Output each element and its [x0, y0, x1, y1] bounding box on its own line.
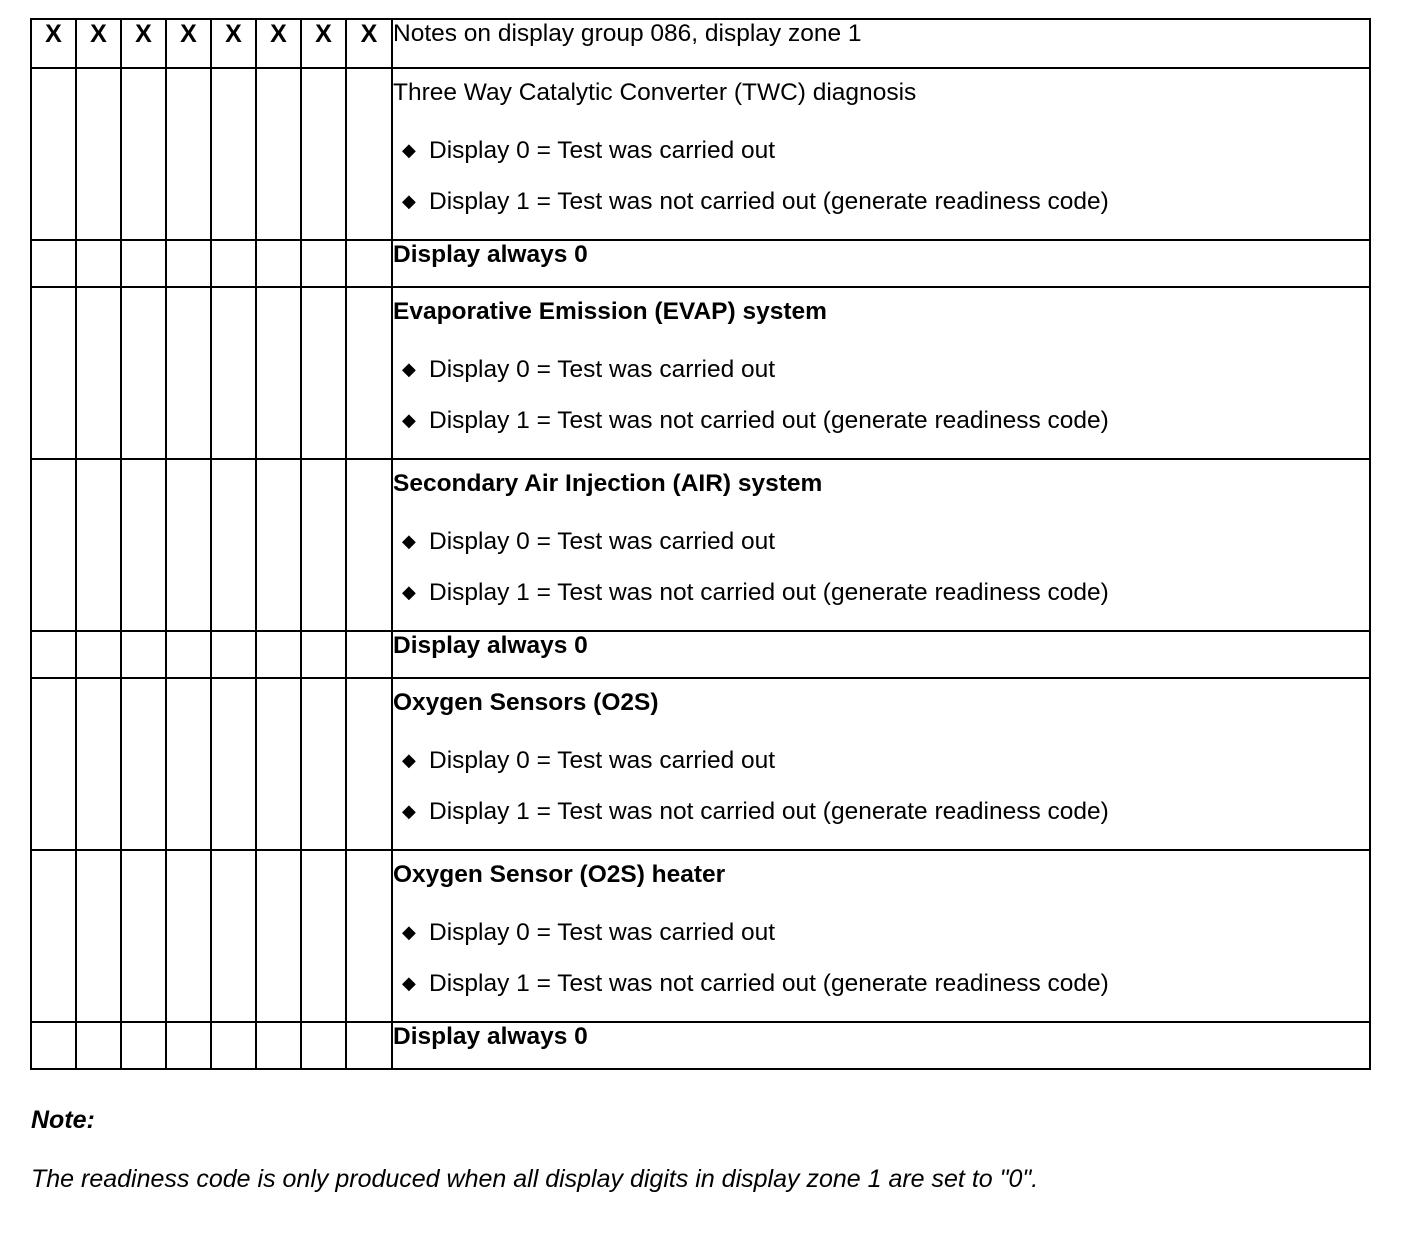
digit-cell	[121, 850, 166, 1022]
digit-cell	[346, 459, 392, 631]
row-title: Three Way Catalytic Converter (TWC) diagnosis	[393, 79, 917, 106]
diamond-bullet-icon: ◆	[402, 750, 416, 770]
digit-cell	[166, 240, 211, 287]
digit-cell	[121, 287, 166, 459]
digit-cell	[301, 678, 346, 850]
table-row	[31, 678, 1370, 850]
table-row	[31, 850, 1370, 1022]
digit-cell	[76, 459, 121, 631]
digit-cell	[76, 240, 121, 287]
digit-cell	[31, 287, 76, 459]
bullet-text: Display 1 = Test was not carried out (generate readiness code)	[429, 578, 1109, 606]
bullet-text: Display 1 = Test was not carried out (generate readiness code)	[429, 187, 1109, 215]
header-x-cell: X	[256, 19, 301, 68]
digit-cell	[346, 631, 392, 678]
bullet-text: Display 0 = Test was carried out	[429, 527, 776, 555]
digit-cell	[121, 678, 166, 850]
table-row	[31, 1022, 1370, 1069]
digit-cell	[211, 850, 256, 1022]
digit-cell	[166, 850, 211, 1022]
bullet-item	[393, 176, 1369, 227]
digit-cell	[121, 631, 166, 678]
note-label: Note:	[31, 1106, 95, 1134]
digit-cell	[121, 1022, 166, 1069]
diamond-bullet-icon: ◆	[402, 410, 416, 430]
diamond-bullet-icon: ◆	[402, 359, 416, 379]
digit-cell	[211, 459, 256, 631]
table-header-row	[31, 19, 1370, 68]
digit-cell	[301, 459, 346, 631]
digit-cell	[121, 240, 166, 287]
diamond-bullet-icon: ◆	[402, 140, 416, 160]
row-title: Evaporative Emission (EVAP) system	[393, 298, 827, 325]
bullet-item	[393, 516, 1369, 567]
digit-cell	[31, 678, 76, 850]
digit-cell	[166, 1022, 211, 1069]
header-x-cell: X	[166, 19, 211, 68]
digit-cell	[31, 631, 76, 678]
bullet-item	[393, 344, 1369, 395]
digit-cell	[346, 240, 392, 287]
note-text: The readiness code is only produced when all display digits in display zone 1 are set to "0".	[31, 1165, 1039, 1193]
row-description	[392, 68, 1370, 240]
header-x-cell: X	[346, 19, 392, 68]
bullet-text: Display 0 = Test was carried out	[429, 918, 776, 946]
bullet-item	[393, 735, 1369, 786]
bullet-list	[393, 907, 1369, 1009]
digit-cell	[211, 631, 256, 678]
bullet-list	[393, 344, 1369, 446]
table-row	[31, 68, 1370, 240]
header-x-cell: X	[76, 19, 121, 68]
digit-cell	[346, 1022, 392, 1069]
header-x-cell: X	[301, 19, 346, 68]
digit-cell	[166, 459, 211, 631]
row-description: Display always 0	[392, 1022, 1370, 1069]
digit-cell	[121, 68, 166, 240]
digit-cell	[346, 678, 392, 850]
digit-cell	[301, 287, 346, 459]
digit-cell	[301, 631, 346, 678]
digit-cell	[31, 459, 76, 631]
digit-cell	[256, 240, 301, 287]
digit-cell	[166, 631, 211, 678]
digit-cell	[256, 68, 301, 240]
digit-cell	[301, 850, 346, 1022]
bullet-text: Display 1 = Test was not carried out (generate readiness code)	[429, 797, 1109, 825]
digit-cell	[166, 68, 211, 240]
digit-cell	[166, 678, 211, 850]
header-x-cell: X	[121, 19, 166, 68]
bullet-item	[393, 395, 1369, 446]
bullet-list	[393, 516, 1369, 618]
digit-cell	[76, 1022, 121, 1069]
readiness-table	[30, 18, 1371, 1070]
bullet-item	[393, 786, 1369, 837]
row-description	[392, 459, 1370, 631]
diamond-bullet-icon: ◆	[402, 922, 416, 942]
digit-cell	[301, 240, 346, 287]
digit-cell	[76, 850, 121, 1022]
row-description	[392, 287, 1370, 459]
header-title: Notes on display group 086, display zone 1	[392, 19, 1370, 68]
diamond-bullet-icon: ◆	[402, 191, 416, 211]
diamond-bullet-icon: ◆	[402, 582, 416, 602]
table-row	[31, 459, 1370, 631]
digit-cell	[211, 678, 256, 850]
digit-cell	[346, 850, 392, 1022]
row-description: Display always 0	[392, 240, 1370, 287]
digit-cell	[256, 631, 301, 678]
digit-cell	[31, 1022, 76, 1069]
digit-cell	[211, 1022, 256, 1069]
bullet-item	[393, 958, 1369, 1009]
diamond-bullet-icon: ◆	[402, 531, 416, 551]
digit-cell	[211, 68, 256, 240]
bullet-text: Display 0 = Test was carried out	[429, 355, 776, 383]
digit-cell	[76, 678, 121, 850]
bullet-text: Display 0 = Test was carried out	[429, 746, 776, 774]
bullet-text: Display 1 = Test was not carried out (generate readiness code)	[429, 969, 1109, 997]
digit-cell	[301, 1022, 346, 1069]
row-description	[392, 850, 1370, 1022]
bullet-item	[393, 567, 1369, 618]
table-row	[31, 240, 1370, 287]
digit-cell	[31, 240, 76, 287]
digit-cell	[256, 287, 301, 459]
digit-cell	[256, 850, 301, 1022]
table-row	[31, 287, 1370, 459]
table-row	[31, 631, 1370, 678]
header-x-cell: X	[211, 19, 256, 68]
digit-cell	[256, 459, 301, 631]
diamond-bullet-icon: ◆	[402, 973, 416, 993]
bullet-text: Display 0 = Test was carried out	[429, 136, 776, 164]
digit-cell	[121, 459, 166, 631]
digit-cell	[166, 287, 211, 459]
digit-cell	[76, 68, 121, 240]
digit-cell	[211, 240, 256, 287]
digit-cell	[211, 287, 256, 459]
digit-cell	[346, 68, 392, 240]
bullet-item	[393, 125, 1369, 176]
digit-cell	[256, 678, 301, 850]
digit-cell	[301, 68, 346, 240]
diamond-bullet-icon: ◆	[402, 801, 416, 821]
row-description: Display always 0	[392, 631, 1370, 678]
bullet-list	[393, 735, 1369, 837]
digit-cell	[76, 631, 121, 678]
row-description	[392, 678, 1370, 850]
digit-cell	[31, 850, 76, 1022]
row-title: Oxygen Sensors (O2S)	[393, 689, 659, 716]
row-title: Oxygen Sensor (O2S) heater	[393, 861, 726, 888]
digit-cell	[256, 1022, 301, 1069]
digit-cell	[76, 287, 121, 459]
bullet-item	[393, 907, 1369, 958]
header-x-cell: X	[31, 19, 76, 68]
digit-cell	[346, 287, 392, 459]
bullet-text: Display 1 = Test was not carried out (generate readiness code)	[429, 406, 1109, 434]
row-title: Secondary Air Injection (AIR) system	[393, 470, 823, 497]
digit-cell	[31, 68, 76, 240]
bullet-list	[393, 125, 1369, 227]
